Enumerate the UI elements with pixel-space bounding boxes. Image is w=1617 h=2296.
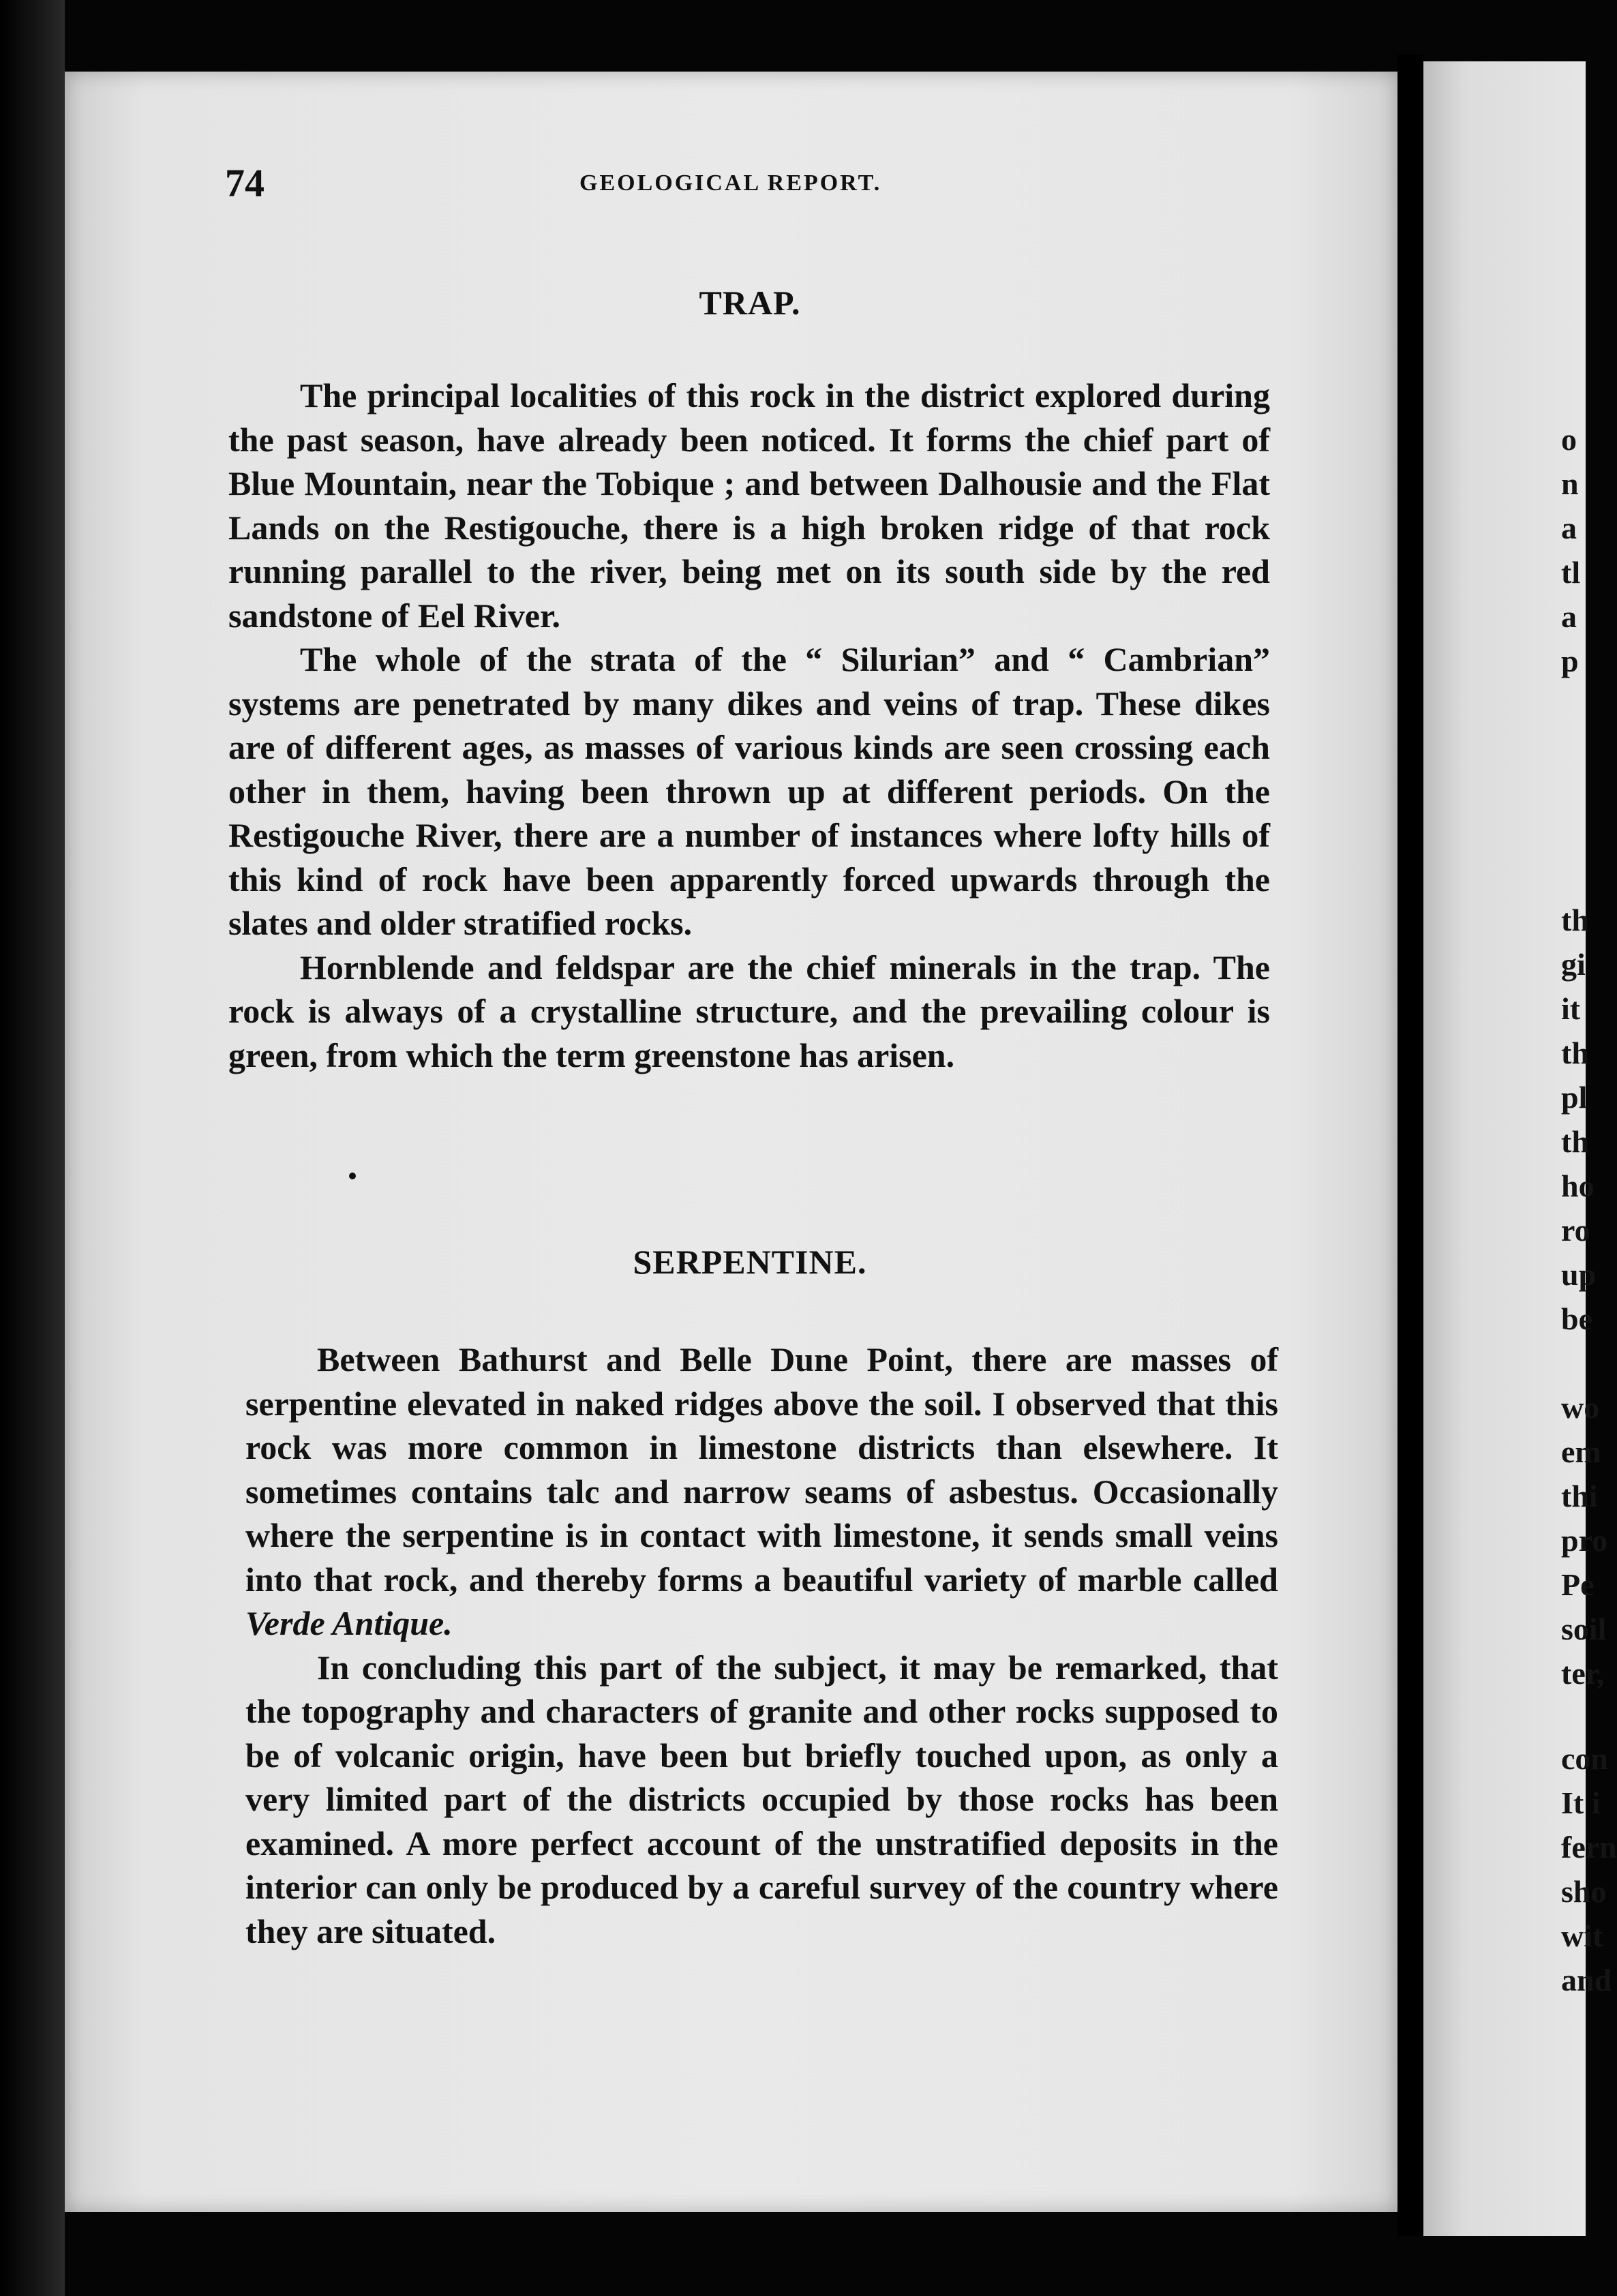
facing-fragment: wo [1561,1390,1600,1425]
facing-fragment: ro [1561,1213,1590,1248]
paragraph: The principal localities of this rock in the district explored during the past season, have already been noticed. It forms the chief part of Blue Mountain, near the Tobique ; and between Dalhousie and the Flat Lands on the Restigouche, there is a high broken ridge of that rock running parallel to the river, being met on its south side by the red sandstone of Eel River. [228,376,1270,635]
paragraph [245,1338,1278,1646]
facing-fragment: soil [1561,1612,1607,1646]
facing-fragment: wit [1561,1918,1603,1953]
paragraph: Hornblende and feldspar are the chief minerals in the trap. The rock is always of a crystalline structure, and the prevailing colour is green, from which the term greenstone has arisen. [228,948,1270,1074]
facing-fragment: th [1561,1124,1589,1159]
facing-fragment: fern [1561,1830,1617,1864]
page-number: 74 [225,161,265,205]
facing-fragment: p [1561,644,1579,678]
facing-fragment: n [1561,466,1579,501]
section-heading-serpentine: SERPENTINE. [633,1243,867,1281]
facing-fragment: ter, [1561,1656,1605,1691]
facing-fragment: be [1561,1301,1592,1336]
facing-fragment: It i [1561,1785,1601,1820]
facing-fragment: gi [1561,947,1586,982]
paragraph-text: Between Bathurst and Belle Dune Point, there are masses of serpentine elevated in naked ridges above the soil. I observed that this rock was more common in limestone districts than elsewhere. It sometimes contains talc and narrow seams of asbestus. Occasionally where the serpentine is in contact with limestone, it sends small veins into that rock, and thereby forms a beautiful variety of marble called [245,1340,1278,1599]
facing-fragment: sho [1561,1874,1607,1909]
facing-fragment: th [1561,1036,1589,1070]
facing-fragment: ho [1561,1168,1595,1203]
facing-fragment: a [1561,511,1577,545]
facing-fragment: pl [1561,1080,1588,1115]
ink-speck [349,1173,356,1179]
paragraph: The whole of the strata of the “ Silurian” and “ Cambrian” systems are penetrated by many dikes and veins of trap. These dikes are of different ages, as masses of various kinds are seen crossing each other in them, having been thrown up at different periods. On the Restigouche River, there are a number of instances where lofty hills of this kind of rock have been apparently forced upwards through the slates and older stratified rocks. [228,640,1270,942]
paragraph: In concluding this part of the subject, it may be remarked, that the topography and characters of granite and other rocks supposed to be of volcanic origin, have been but briefly touched upon, as only a very limited part of the districts occupied by those rocks has been examined. A more perfect account of the unstratified deposits in the interior can only be produced by a careful survey of the country where they are situated. [245,1648,1278,1950]
section-body-serpentine [245,1338,1278,1953]
facing-fragment: th [1561,903,1589,937]
facing-fragment: thi [1561,1479,1598,1513]
facing-fragment: Pe [1561,1567,1595,1602]
italic-term: Verde Antique. [245,1604,453,1642]
facing-fragment: con [1561,1741,1608,1776]
page-header [225,160,1275,208]
page-gutter [1397,55,1423,2236]
facing-fragment: o [1561,422,1577,457]
facing-fragment: and [1561,1963,1612,1997]
facing-fragment: pro [1561,1523,1608,1558]
running-head: GEOLOGICAL REPORT. [579,170,882,196]
facing-fragment: it [1561,991,1581,1026]
section-heading-trap: TRAP. [699,284,801,322]
section-body-trap [228,374,1270,1077]
facing-fragment: up [1561,1257,1597,1292]
facing-fragment: em [1561,1434,1601,1469]
facing-fragment: a [1561,599,1577,634]
book-binding-edge [0,0,65,2296]
facing-fragment: tl [1561,555,1581,590]
